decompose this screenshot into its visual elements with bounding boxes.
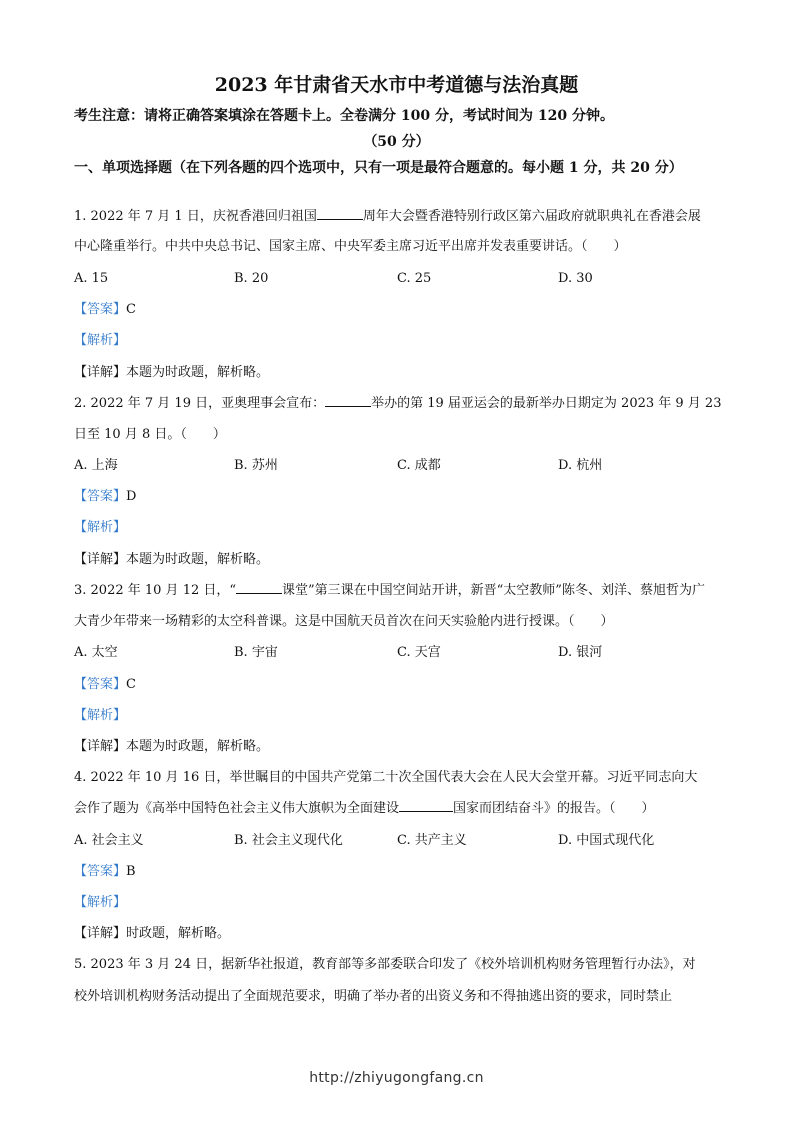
question-4-answer: 【答案】B xyxy=(74,864,136,879)
footer-url: http://zhiyugongfang.cn xyxy=(309,1070,484,1086)
answer-blank xyxy=(317,207,363,220)
question-2-option-c: C. 成都 xyxy=(397,458,441,473)
question-2-stem-line-2: 日至 10 月 8 日。（ ） xyxy=(74,427,226,442)
section-heading: 一、单项选择题（在下列各题的四个选项中，只有一项是最符合题意的。每小题 1 分，共 20 分） xyxy=(74,160,683,176)
question-3-option-c: C. 天宫 xyxy=(397,645,441,660)
question-1-option-a: A. 15 xyxy=(74,271,109,286)
question-3-stem-line-1: 3. 2022 年 10 月 12 日，“ 课堂”第三课在中国空间站开讲，新晋“太空教师”陈冬、刘洋、蔡旭哲为广 xyxy=(74,583,705,598)
question-3-analysis-label: 【解析】 xyxy=(74,708,127,723)
answer-blank xyxy=(325,394,371,407)
question-2-option-b: B. 苏州 xyxy=(234,458,278,473)
question-2-detail: 【详解】本题为时政题，解析略。 xyxy=(74,552,270,567)
question-5-stem-line-2: 校外培训机构财务活动提出了全面规范要求，明确了举办者的出资义务和不得抽逃出资的要求，同时禁止 xyxy=(74,989,673,1004)
question-4-detail: 【详解】时政题，解析略。 xyxy=(74,926,231,941)
question-4-stem-line-2: 会作了题为《高举中国特色社会主义伟大旗帜为全面建设 国家而团结奋斗》的报告。（ ） xyxy=(74,801,655,816)
question-2-option-a: A. 上海 xyxy=(74,458,118,473)
exam-notice: 考生注意：请将正确答案填涂在答题卡上。全卷满分 100 分，考试时间为 120 分钟。 xyxy=(74,108,614,124)
question-3-option-b: B. 宇宙 xyxy=(234,645,278,660)
question-2-analysis-label: 【解析】 xyxy=(74,520,127,535)
question-1-option-c: C. 25 xyxy=(397,271,432,286)
question-4-stem-line-1: 4. 2022 年 10 月 16 日，举世瞩目的中国共产党第二十次全国代表大会在人民大会堂开幕。习近平同志向大 xyxy=(74,770,698,785)
question-3-answer: 【答案】C xyxy=(74,677,136,692)
section-score: （50 分） xyxy=(363,134,430,150)
question-3-option-d: D. 银河 xyxy=(558,645,603,660)
question-4-analysis-label: 【解析】 xyxy=(74,895,127,910)
answer-blank xyxy=(236,581,282,594)
question-4-option-c: C. 共产主义 xyxy=(397,833,467,848)
question-1-analysis-label: 【解析】 xyxy=(74,333,127,348)
question-1-option-b: B. 20 xyxy=(234,271,269,286)
question-2-stem-line-1: 2. 2022 年 7 月 19 日，亚奥理事会宣布： 举办的第 19 届亚运会的最新举办日期定为 2023 年 9 月 23 xyxy=(74,396,722,411)
question-2-option-d: D. 杭州 xyxy=(558,458,603,473)
question-3-option-a: A. 太空 xyxy=(74,645,118,660)
question-3-detail: 【详解】本题为时政题，解析略。 xyxy=(74,739,270,754)
page-title: 2023 年甘肃省天水市中考道德与法治真题 xyxy=(214,74,579,96)
question-1-stem-line-2: 中心隆重举行。中共中央总书记、国家主席、中央军委主席习近平出席并发表重要讲话。（ ） xyxy=(74,239,627,254)
question-2-answer: 【答案】D xyxy=(74,489,137,504)
question-4-option-d: D. 中国式现代化 xyxy=(558,833,655,848)
question-1-answer: 【答案】C xyxy=(74,302,136,317)
question-3-stem-line-2: 大青少年带来一场精彩的太空科普课。这是中国航天员首次在问天实验舱内进行授课。（ ） xyxy=(74,614,614,629)
question-4-option-b: B. 社会主义现代化 xyxy=(234,833,343,848)
question-1-detail: 【详解】本题为时政题，解析略。 xyxy=(74,365,270,380)
answer-blank xyxy=(399,799,453,812)
question-5-stem-line-1: 5. 2023 年 3 月 24 日，据新华社报道，教育部等多部委联合印发了《校外培训机构财务管理暂行办法》，对 xyxy=(74,957,696,972)
question-1-option-d: D. 30 xyxy=(558,271,593,286)
question-1-stem-line-1: 1. 2022 年 7 月 1 日，庆祝香港回归祖国 周年大会暨香港特别行政区第六届政府就职典礼在香港会展 xyxy=(74,209,701,224)
question-4-option-a: A. 社会主义 xyxy=(74,833,144,848)
